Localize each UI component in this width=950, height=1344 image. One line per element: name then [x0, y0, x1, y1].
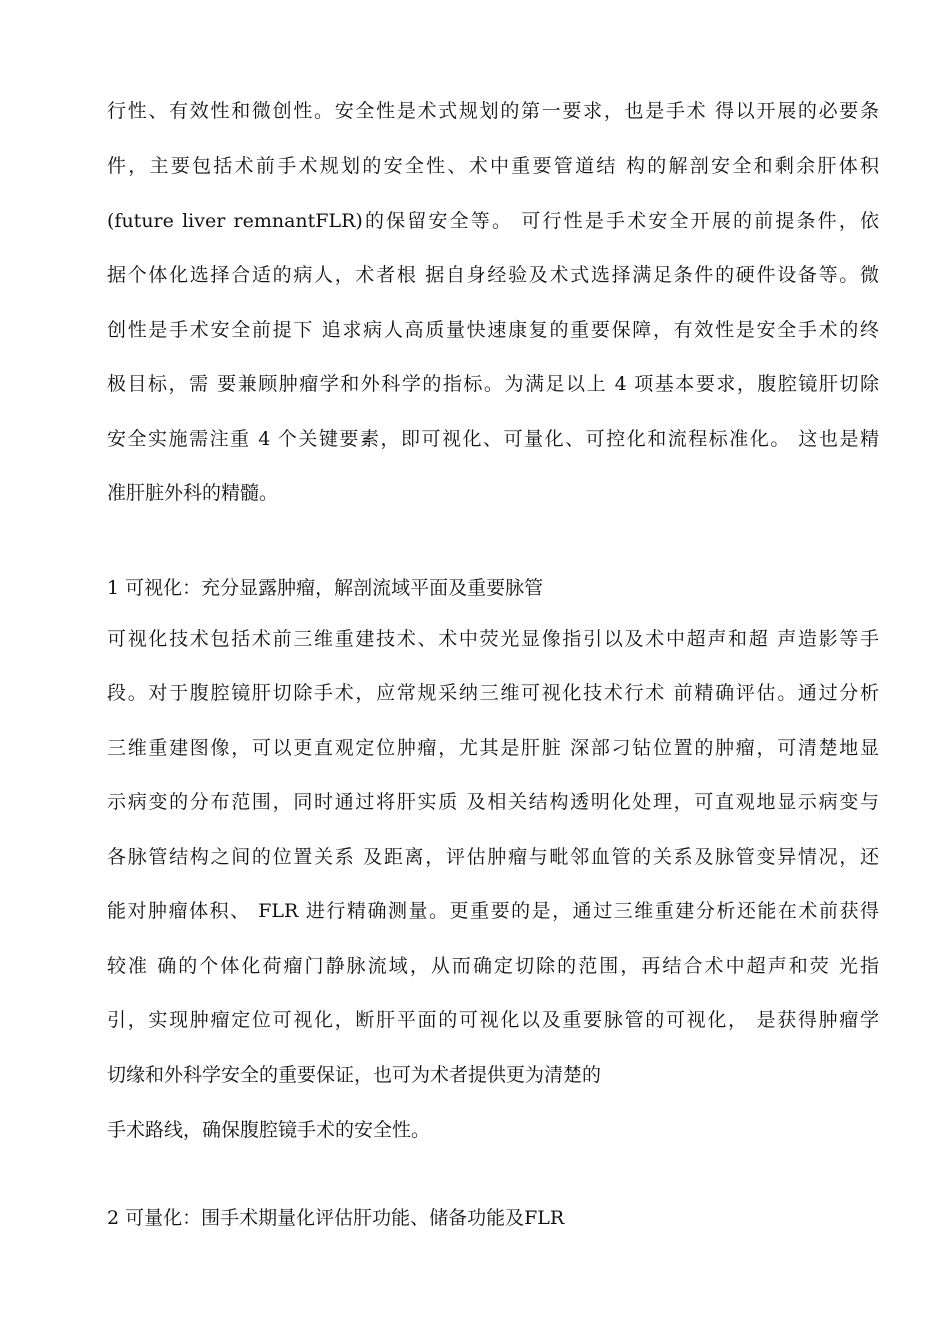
paragraph-line: 行性、有效性和微创性。安全性是术式规划的第一要求，也是手术 得以开展的必要条 — [107, 100, 879, 122]
paragraph-line: 安全实施需注重 4 个关键要素，即可视化、可量化、可控化和流程标准化。 这也是精 — [107, 428, 879, 450]
paragraph-line: 件，主要包括术前手术规划的安全性、术中重要管道结 构的解剖安全和剩余肝体积 — [107, 155, 879, 177]
paragraph-line: 手术路线，确保腹腔镜手术的安全性。 — [107, 1119, 431, 1141]
section-heading: 2 可量化：围手术期量化评估肝功能、储备功能及FLR — [107, 1207, 565, 1229]
paragraph-line: 引，实现肿瘤定位可视化，断肝平面的可视化以及重要脉管的可视化， 是获得肿瘤学 — [107, 1009, 879, 1031]
section-heading: 1 可视化：充分显露肿瘤，解剖流域平面及重要脉管 — [107, 577, 544, 599]
paragraph-line: 切缘和外科学安全的重要保证，也可为术者提供更为清楚的 — [107, 1064, 602, 1086]
paragraph-line: 据个体化选择合适的病人，术者根 据自身经验及术式选择满足条件的硬件设备等。微 — [107, 264, 879, 286]
paragraph-line: 能对肿瘤体积、 FLR 进行精确测量。更重要的是，通过三维重建分析还能在术前获得 — [107, 900, 879, 922]
paragraph-line: 各脉管结构之间的位置关系 及距离，评估肿瘤与毗邻血管的关系及脉管变异情况，还 — [107, 846, 879, 868]
paragraph-line: 示病变的分布范围，同时通过将肝实质 及相关结构透明化处理，可直观地显示病变与 — [107, 791, 879, 813]
paragraph-line: 段。对于腹腔镜肝切除手术，应常规采纳三维可视化技术行术 前精确评估。通过分析 — [107, 682, 879, 704]
paragraph-line: 较准 确的个体化荷瘤门静脉流域，从而确定切除的范围，再结合术中超声和荧 光指 — [107, 955, 879, 977]
paragraph-line: (future liver remnantFLR)的保留安全等。 可行性是手术安全开展的前提条件，依 — [107, 210, 879, 232]
paragraph-line: 可视化技术包括术前三维重建技术、术中荧光显像指引以及术中超声和超 声造影等手 — [107, 628, 879, 650]
paragraph-line: 极目标，需 要兼顾肿瘤学和外科学的指标。为满足以上 4 项基本要求，腹腔镜肝切除 — [107, 373, 879, 395]
paragraph-line: 准肝脏外科的精髓。 — [107, 482, 279, 504]
paragraph-line: 三维重建图像，可以更直观定位肿瘤，尤其是肝脏 深部刁钻位置的肿瘤，可清楚地显 — [107, 737, 879, 759]
paragraph-line: 创性是手术安全前提下 追求病人高质量快速康复的重要保障，有效性是安全手术的终 — [107, 319, 879, 341]
